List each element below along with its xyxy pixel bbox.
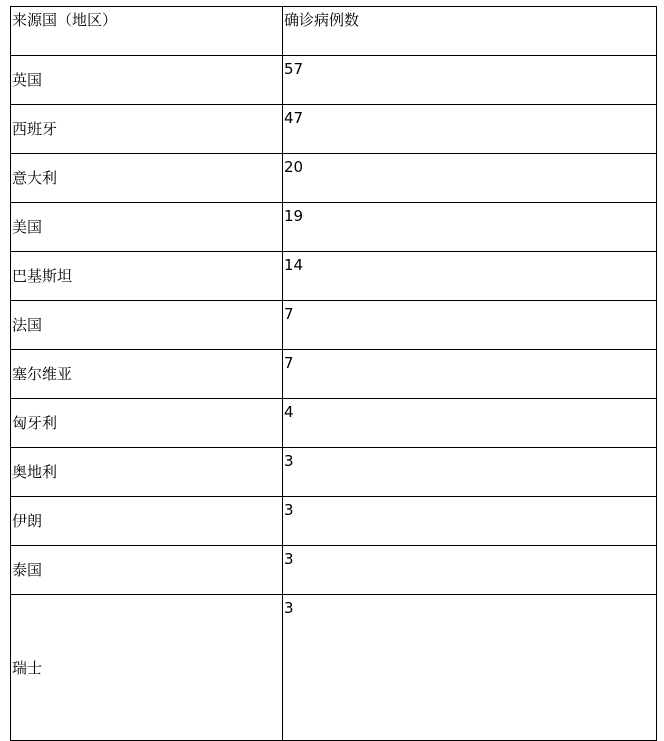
table-row: [11, 497, 657, 546]
table-row: [11, 154, 657, 203]
country-cell: 意大利: [11, 154, 283, 203]
cases-table: [10, 6, 657, 741]
country-cell: 匈牙利: [11, 399, 283, 448]
country-cell: 西班牙: [11, 105, 283, 154]
cases-cell: 7: [283, 350, 657, 399]
country-cell: 美国: [11, 203, 283, 252]
country-cell: 塞尔维亚: [11, 350, 283, 399]
table-row: [11, 203, 657, 252]
country-cell: 英国: [11, 56, 283, 105]
cases-cell: 3: [283, 595, 657, 741]
cases-cell: 47: [283, 105, 657, 154]
cases-cell: 20: [283, 154, 657, 203]
table-row: [11, 105, 657, 154]
table-row: [11, 56, 657, 105]
cases-cell: 57: [283, 56, 657, 105]
cases-cell: 14: [283, 252, 657, 301]
country-cell: 法国: [11, 301, 283, 350]
table-row: [11, 448, 657, 497]
country-cell: 泰国: [11, 546, 283, 595]
cases-cell: 3: [283, 448, 657, 497]
table-row: [11, 252, 657, 301]
cases-cell: 4: [283, 399, 657, 448]
table-row: [11, 399, 657, 448]
country-cell: 奥地利: [11, 448, 283, 497]
country-cell: 瑞士: [11, 595, 283, 741]
header-source-country: 来源国（地区）: [11, 7, 283, 56]
table-row: [11, 350, 657, 399]
table-row: [11, 546, 657, 595]
table-header-row: [11, 7, 657, 56]
country-cell: 巴基斯坦: [11, 252, 283, 301]
table-row: [11, 301, 657, 350]
cases-cell: 3: [283, 497, 657, 546]
cases-cell: 19: [283, 203, 657, 252]
cases-cell: 3: [283, 546, 657, 595]
country-cell: 伊朗: [11, 497, 283, 546]
header-confirmed-cases: 确诊病例数: [283, 7, 657, 56]
cases-cell: 7: [283, 301, 657, 350]
table-row: [11, 595, 657, 741]
